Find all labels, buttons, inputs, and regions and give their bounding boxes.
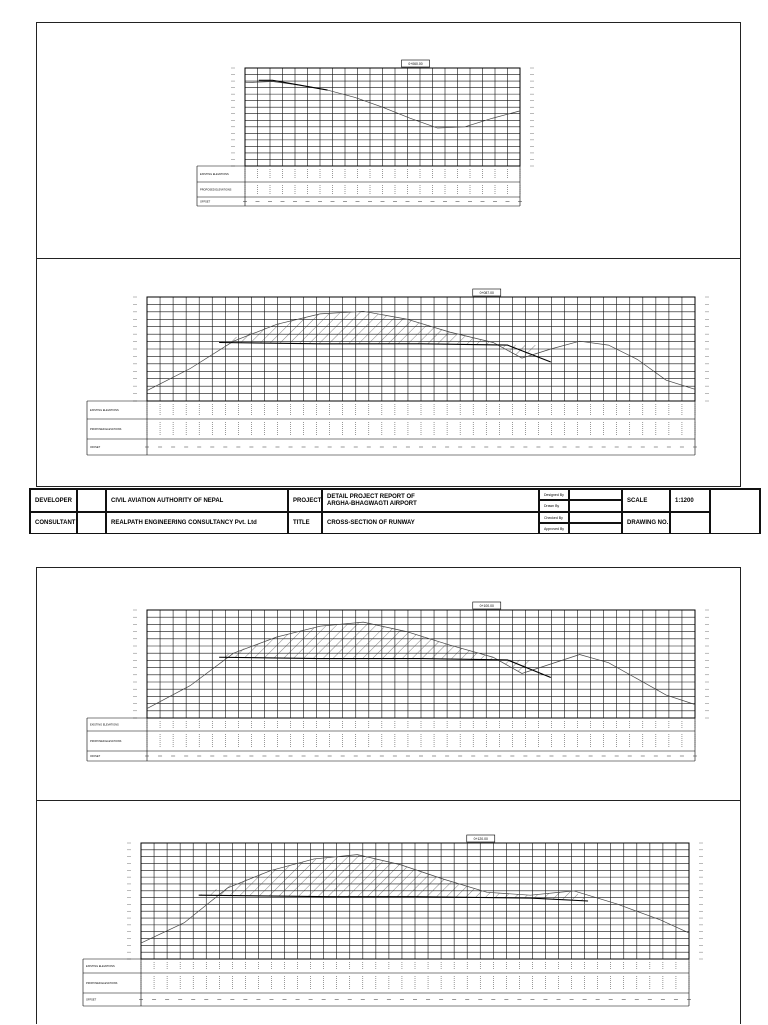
checked-by-value (569, 512, 622, 523)
scale-label: SCALE (622, 489, 670, 512)
chart-grid (147, 297, 695, 401)
fill-area (219, 622, 536, 673)
consultant-value: REALPATH ENGINEERING CONSULTANCY Pvt. Ltd (106, 512, 288, 534)
developer-label: DEVELOPER (30, 489, 77, 512)
table-row-label: OFFSET (86, 998, 97, 1002)
checked-by-label: Checked By (539, 512, 569, 523)
title-label: TITLE (288, 512, 322, 534)
table-row-label: PROPOSED ELEVATIONS (86, 982, 118, 985)
designed-by-value (569, 489, 622, 500)
project-line-2: ARGHA-BHAGWAGTI AIRPORT (327, 500, 417, 507)
title-block (29, 488, 761, 534)
table-value-marks (243, 169, 522, 202)
cross-section-panel-2 (37, 259, 740, 487)
table-row-label: OFFSET (200, 200, 211, 204)
station-label: 0+100.00 (479, 604, 494, 608)
table-row-label: EXISTING ELEVATIONS (200, 173, 229, 176)
data-table (83, 959, 689, 1006)
station-label: 0+060.00 (408, 62, 423, 66)
project-line-1: DETAIL PROJECT REPORT OF (327, 493, 415, 500)
project-label: PROJECT (288, 489, 322, 512)
blank-cell (77, 489, 106, 512)
logo-cell (710, 489, 760, 534)
drawing-sheet-2 (36, 567, 741, 1024)
table-row-label: EXISTING ELEVATIONS (90, 409, 119, 412)
cross-section-chart-4 (37, 801, 740, 1025)
table-row-label: EXISTING ELEVATIONS (90, 723, 119, 727)
drawing-sheet-1 (36, 22, 741, 487)
scale-value: 1:1200 (670, 489, 710, 512)
table-row-label: PROPOSED ELEVATIONS (90, 428, 122, 431)
cross-section-panel-4 (37, 801, 740, 1025)
proposed-grade-line (219, 343, 551, 363)
table-row-label: OFFSET (90, 755, 101, 758)
drawn-by-value (569, 500, 622, 512)
project-value (322, 489, 539, 512)
table-row-label: EXISTING ELEVATIONS (86, 965, 115, 968)
approved-by-value (569, 523, 622, 534)
cross-section-chart-3 (37, 568, 740, 800)
drawing-no-value (670, 512, 710, 534)
chart-grid (147, 610, 695, 718)
fill-area (199, 855, 588, 901)
cross-section-panel-3 (37, 568, 740, 800)
cross-section-chart-1 (37, 23, 740, 258)
table-row-label: PROPOSED ELEVATIONS (90, 740, 122, 743)
station-label: 0+087.00 (479, 291, 494, 295)
data-table (197, 166, 520, 206)
cross-section-panel-1 (37, 23, 740, 258)
cross-section-chart-2 (37, 259, 740, 487)
designed-by-label: Designed By (539, 489, 569, 500)
table-row-label: OFFSET (90, 446, 101, 449)
drawing-no-label: DRAWING NO. (622, 512, 670, 534)
station-label: 0+120.00 (473, 837, 488, 841)
table-value-marks (139, 962, 691, 1000)
title-value: CROSS-SECTION OF RUNWAY (322, 512, 539, 534)
table-row-label: PROPOSED ELEVATIONS (200, 188, 232, 192)
drawn-by-label: Drawn By (539, 500, 569, 512)
developer-value: CIVIL AVIATION AUTHORITY OF NEPAL (106, 489, 288, 512)
blank-cell (77, 512, 106, 534)
consultant-label: CONSULTANT (30, 512, 77, 534)
fill-area (219, 311, 536, 358)
data-table (87, 718, 695, 761)
table-value-marks (145, 404, 697, 447)
approved-by-label: Approved By (539, 523, 569, 534)
